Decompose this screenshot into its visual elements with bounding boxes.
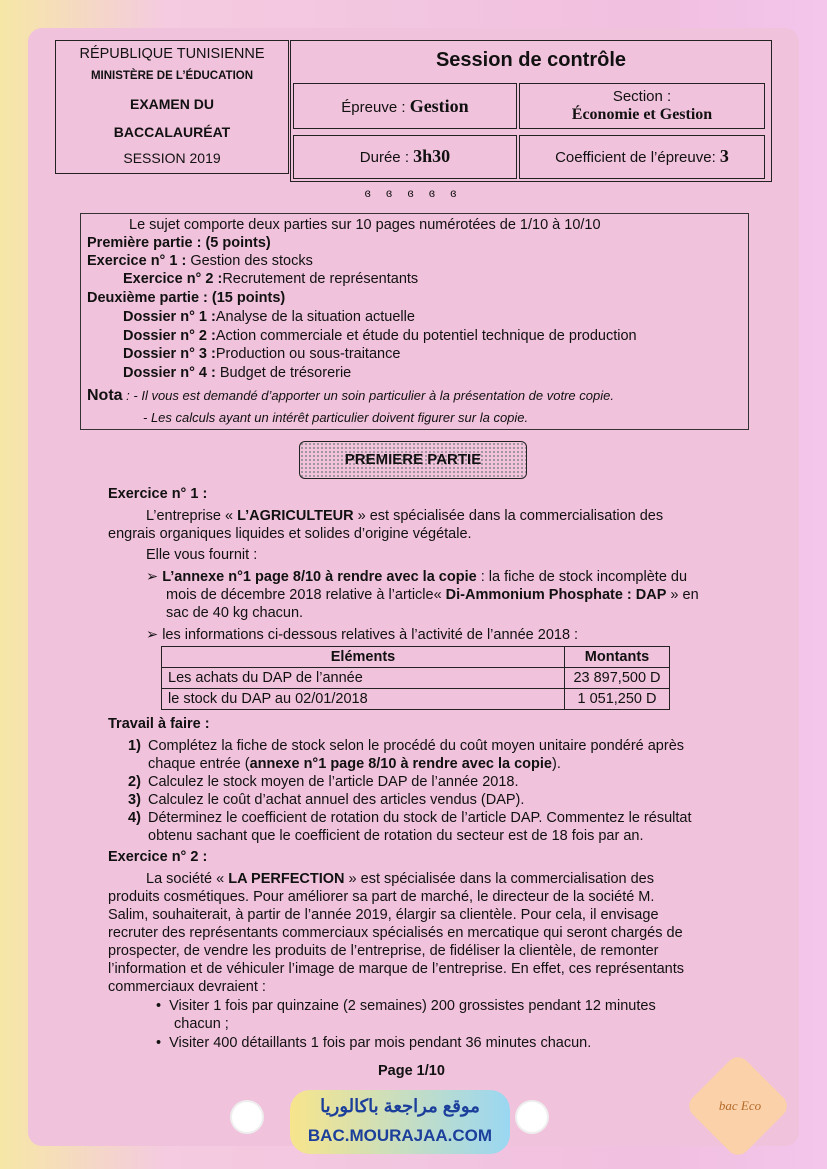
exercise2-bullet2	[156, 1036, 591, 1051]
travail-a-faire: Travail à faire :	[108, 716, 210, 732]
coefficient-cell	[519, 135, 765, 179]
nota-text-2: - Les calculs ayant un intérêt particulier doivent figurer sur la copie.	[143, 410, 529, 425]
l1a: La société «	[146, 871, 229, 887]
duree-cell	[293, 135, 517, 179]
company2-name: LA PERFECTION	[228, 871, 345, 887]
section-label: Section :	[612, 88, 672, 105]
table-row	[162, 689, 670, 710]
epreuve-label: Épreuve :	[341, 99, 406, 116]
q2-number: 2)	[128, 774, 141, 790]
dossier3-text: Production ou sous-traitance	[215, 346, 401, 362]
decorative-divider: ɞ ɞ ɞ ɞ ɞ	[364, 186, 463, 200]
table-header: Montants	[565, 647, 670, 668]
session-title: Session de contrôle	[435, 49, 627, 71]
exercise2-line2: produits cosmétiques. Pour améliorer sa part de marché, le directeur de la société M.	[108, 889, 655, 905]
q4-line2: obtenu sachant que le coefficient de rotation du secteur est de 18 fois par an.	[148, 828, 644, 844]
exercise1-text: Gestion des stocks	[186, 253, 313, 269]
dot-bullet-icon: •	[156, 1035, 170, 1051]
q1-line1: Complétez la fiche de stock selon le procédé du coût moyen unitaire pondéré après	[148, 738, 685, 754]
section-value: Économie et Gestion	[571, 106, 713, 123]
exercise1-line	[87, 254, 313, 269]
bullet1-line2	[166, 588, 699, 603]
q3-text: Calculez le coût d’achat annuel des articles vendus (DAP).	[148, 792, 525, 808]
table-header: Eléments	[162, 647, 565, 668]
eb1a: Visiter 1 fois par quinzaine (2 semaines) 200 grossistes pendant 12 minutes	[169, 998, 656, 1014]
company-name: L’AGRICULTEUR	[237, 508, 354, 524]
bac-eco-logo-text: bac Eco	[718, 1098, 762, 1113]
epreuve-value: Gestion	[409, 96, 469, 116]
dossier2-text: Action commerciale et étude du potentiel technique de production	[215, 328, 637, 344]
exercise1-para1	[146, 509, 663, 524]
nota-label: Nota	[87, 387, 123, 404]
exercise2-line	[123, 272, 418, 287]
exercise2-line4: recruter des représentants commerciaux spécialisés en mercatique qui seront chargés de	[108, 925, 683, 941]
dossier1-text: Analyse de la situation actuelle	[215, 309, 415, 325]
section-cell	[519, 83, 765, 129]
table-cell: 1 051,250 D	[565, 689, 670, 710]
exercise2-line7: commerciaux devraient :	[108, 979, 266, 995]
q1d: ).	[551, 756, 561, 772]
table-cell: 23 897,500 D	[565, 668, 670, 689]
dossier3-line	[123, 347, 400, 362]
premiere-partie-title: PREMIERE PARTIE	[299, 441, 527, 479]
q3-number: 3)	[128, 792, 141, 808]
exercise2-title: Exercice n° 2 :	[108, 849, 208, 865]
table-header-row	[162, 647, 670, 668]
exercise2-text: Recrutement de représentants	[222, 271, 419, 287]
site-logo-icon	[232, 1102, 262, 1132]
article-name: Di-Ammonium Phosphate : DAP	[445, 587, 667, 603]
dossier4-line	[123, 366, 351, 381]
header-left-box	[55, 40, 289, 174]
bullet1-line3: sac de 40 kg chacun.	[166, 605, 304, 621]
site-name-arabic: موقع مراجعة باكالوريا	[320, 1096, 480, 1116]
epreuve-cell	[293, 83, 517, 129]
dossier3-label: Dossier n° 3 :	[123, 346, 216, 362]
dot-bullet-icon: •	[156, 998, 170, 1014]
b1b: : la fiche de stock incomplète du	[476, 569, 688, 585]
exercise1-title: Exercice n° 1 :	[108, 486, 208, 502]
q4-number: 4)	[128, 810, 141, 826]
exercise1-para3: Elle vous fournit :	[146, 547, 258, 563]
part2-heading: Deuxième partie : (15 points)	[87, 290, 286, 306]
info-table	[161, 646, 670, 710]
table-row	[162, 668, 670, 689]
duree-value: 3h30	[413, 146, 451, 166]
exercise1-para2: engrais organiques liquides et solides d’origine végétale.	[108, 526, 472, 542]
bullet1-line1	[146, 570, 687, 585]
q1-line2	[148, 757, 561, 772]
exercise1-label: Exercice n° 1 :	[87, 253, 187, 269]
q1c: annexe n°1 page 8/10 à rendre avec la copie	[249, 756, 552, 772]
page-number: Page 1/10	[378, 1063, 445, 1079]
duree-label: Durée :	[359, 149, 409, 166]
arrow-bullet-icon: ➢	[146, 627, 163, 643]
q2-text: Calculez le stock moyen de l’article DAP de l’année 2018.	[148, 774, 519, 790]
q1b: chaque entrée (	[148, 756, 250, 772]
dossier1-line	[123, 310, 415, 325]
dossier2-line	[123, 329, 637, 344]
exercise2-line6: l’information et de véhiculer l’image de marque de l’entreprise. En effet, ces représentants	[108, 961, 685, 977]
table-cell: Les achats du DAP de l’année	[162, 668, 565, 689]
site-badge[interactable]	[290, 1090, 510, 1154]
dossier4-label: Dossier n° 4 :	[123, 365, 216, 381]
b2: les informations ci-dessous relatives à l’activité de l’année 2018 :	[162, 627, 579, 643]
dossier1-label: Dossier n° 1 :	[123, 309, 216, 325]
eb2: Visiter 400 détaillants 1 fois par mois pendant 36 minutes chacun.	[169, 1035, 592, 1051]
q1-number: 1)	[128, 738, 141, 754]
p1a: L’entreprise «	[146, 508, 238, 524]
summary-box	[80, 213, 749, 430]
ministry-label: MINISTÈRE DE L’ÉDUCATION	[90, 70, 254, 82]
annex-label: L’annexe n°1 page 8/10 à rendre avec la copie	[162, 569, 477, 585]
arrow-bullet-icon: ➢	[146, 569, 163, 585]
exercise2-line5: prospecter, de vendre les produits de l’entreprise, de fidéliser la clientèle, de remonter	[108, 943, 659, 959]
exercise2-line1	[146, 872, 654, 887]
site-url[interactable]: BAC.MOURAJAA.COM	[307, 1126, 493, 1145]
summary-intro: Le sujet comporte deux parties sur 10 pages numérotées de 1/10 à 10/10	[129, 217, 601, 233]
bullet2-line	[146, 628, 578, 643]
session-year-label: SESSION 2019	[123, 150, 221, 166]
header-right-box	[290, 40, 772, 182]
coefficient-label: Coefficient de l’épreuve:	[555, 149, 716, 166]
exercise2-bullet1	[156, 999, 656, 1014]
exercise2-label: Exercice n° 2 :	[123, 271, 223, 287]
nota-line	[87, 388, 614, 404]
bac-label: BACCALAURÉAT	[113, 124, 231, 140]
nota-text-1: : - Il vous est demandé d’apporter un soin particulier à la présentation de votre copie.	[122, 388, 614, 403]
l1c: » est spécialisée dans la commercialisation des	[344, 871, 654, 887]
p1c: » est spécialisée dans la commercialisation des	[353, 508, 664, 524]
coefficient-value: 3	[719, 146, 729, 166]
dossier2-label: Dossier n° 2 :	[123, 328, 216, 344]
exam-label: EXAMEN DU	[129, 96, 214, 112]
table-cell: le stock du DAP au 02/01/2018	[162, 689, 565, 710]
b1c: mois de décembre 2018 relative à l’article«	[166, 587, 446, 603]
b1e: » en	[666, 587, 699, 603]
republic-label: RÉPUBLIQUE TUNISIENNE	[79, 46, 265, 62]
dossier4-text: Budget de trésorerie	[215, 365, 352, 381]
site-logo-icon	[517, 1102, 547, 1132]
exercise2-line3: Salim, souhaiterait, à partir de l’année 2019, élargir sa clientèle. Pour cela, il envisage	[108, 907, 659, 923]
exercise2-bullet1-cont: chacun ;	[174, 1016, 229, 1032]
part1-heading: Première partie : (5 points)	[87, 235, 271, 251]
q4-line1: Déterminez le coefficient de rotation du stock de l’article DAP. Commentez le résultat	[148, 810, 692, 826]
